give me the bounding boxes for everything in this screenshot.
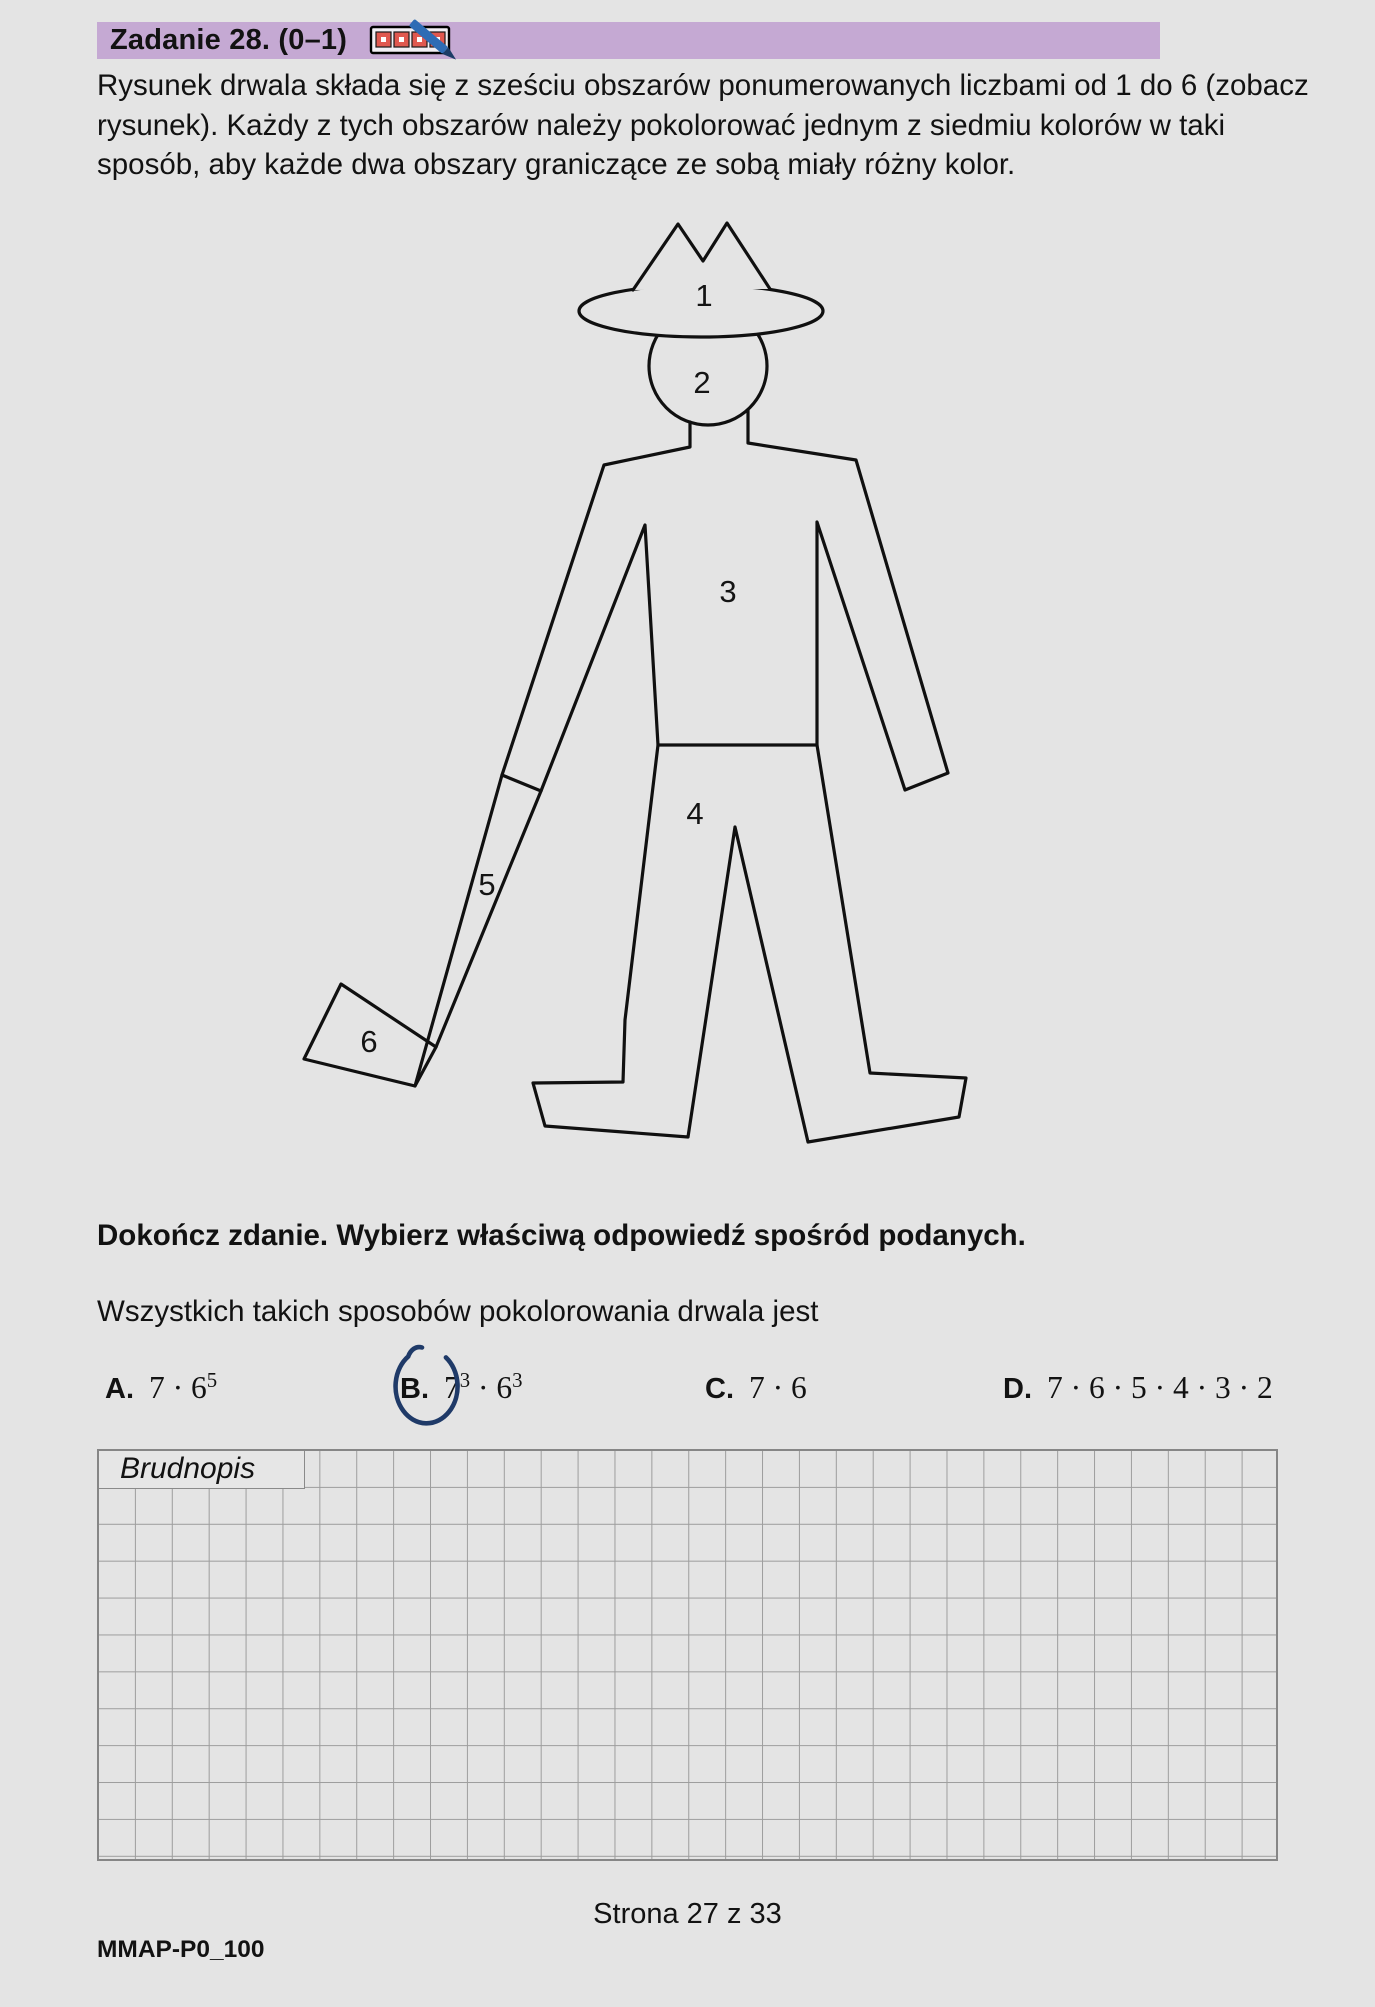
legs-region <box>533 745 966 1142</box>
option-a-letter: A. <box>105 1373 134 1405</box>
task-title: Zadanie 28. (0–1) <box>110 24 348 56</box>
option-d-letter: D. <box>1003 1373 1032 1405</box>
head-label: 2 <box>693 365 711 400</box>
axe-handle-region <box>415 775 541 1086</box>
option-b-expression: $7^3 \cdot 6^3$ <box>444 1369 523 1405</box>
option-c[interactable] <box>705 1366 807 1416</box>
hat-label: 1 <box>695 278 713 313</box>
statement-line-1: Rysunek drwala składa się z sześciu obszarów ponumerowanych liczbami od 1 do 6 (zobacz <box>97 69 1309 102</box>
answer-options-row <box>0 1366 1375 1426</box>
question-lead: Wszystkich takich sposobów pokolorowania drwala jest <box>97 1295 819 1328</box>
option-a-expression: $7 \cdot 6^5$ <box>149 1369 218 1405</box>
statement-line-3: sposób, aby każde dwa obszary graniczące ze sobą miały różny kolor. <box>97 148 1016 181</box>
answer-card-icon <box>369 13 484 73</box>
option-b-letter: B. <box>400 1373 429 1405</box>
axe-handle-label: 5 <box>478 867 496 902</box>
legs-label: 4 <box>686 796 704 831</box>
axe-head-label: 6 <box>360 1024 378 1059</box>
footer-page-number: Strona 27 z 33 <box>593 1898 782 1930</box>
option-c-letter: C. <box>705 1373 734 1405</box>
statement-line-2: rysunek). Każdy z tych obszarów należy pokolorować jednym z siedmiu kolorów w taki <box>97 108 1226 142</box>
scratchpad-grid[interactable] <box>97 1449 1278 1861</box>
footer-sheet-code: MMAP-P0_100 <box>97 1936 265 1963</box>
option-d[interactable] <box>1003 1366 1273 1416</box>
torso-label: 3 <box>719 574 737 609</box>
question-instruction: Dokończ zdanie. Wybierz właściwą odpowiedź spośród podanych. <box>97 1219 1026 1252</box>
task-statement <box>97 66 1322 185</box>
option-d-expression: 7 · 6 · 5 · 4 · 3 · 2 <box>1047 1370 1273 1405</box>
task-header-band <box>97 22 1160 59</box>
lumberjack-figure <box>250 200 1010 1160</box>
selection-circle-icon <box>381 1347 471 1439</box>
scratchpad-label: Brudnopis <box>99 1451 305 1489</box>
option-a[interactable] <box>105 1366 217 1416</box>
option-c-expression: 7 · 6 <box>749 1370 807 1405</box>
